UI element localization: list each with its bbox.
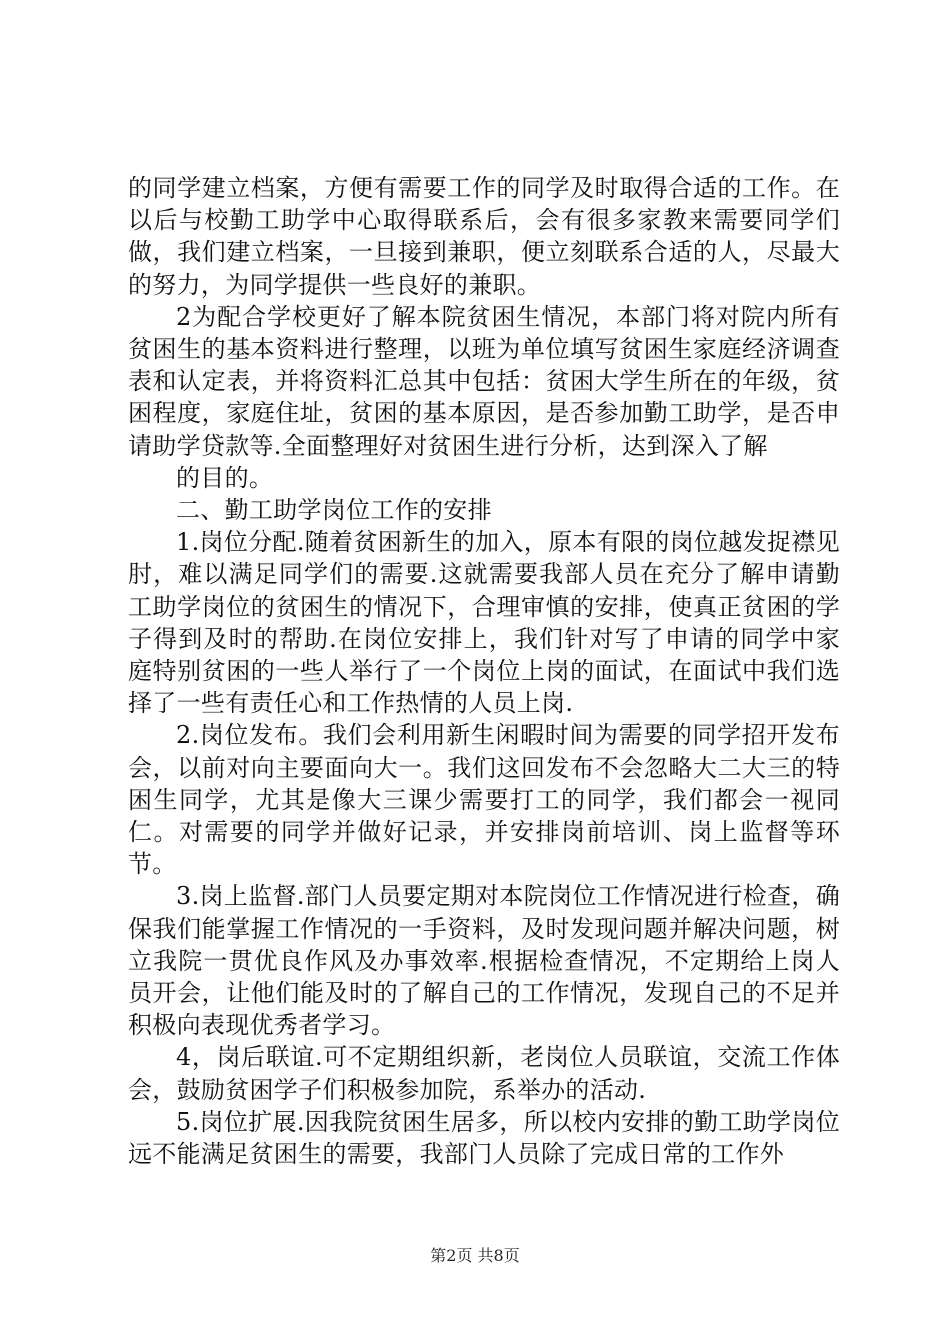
section-heading: 二、勤工助学岗位工作的安排 [176, 496, 492, 525]
paragraph-3: 的目的。 [176, 463, 274, 492]
document-body [128, 172, 840, 1170]
page-number-footer: 第2页 共8页 [430, 1246, 520, 1265]
paragraph-post-supervision: 3.岗上监督.部门人员要定期对本院岗位工作情况进行检查，确保我们能掌握工作情况的一手资料，及时发现问题并解决问题，树立我院一贯优良作风及办事效率.根据检查情况，不定期给上岗人员开会，让他们能及时的了解自己的工作情况，发现自己的不足并积极向表现优秀者学习。 [128, 882, 840, 1040]
paragraph-post-release: 2.岗位发布。我们会利用新生闲暇时间为需要的同学招开发布会，以前对向主要面向大一。我们这回发布不会忽略大二大三的特困生同学，尤其是像大三课少需要打工的同学，我们都会一视同仁。对需要的同学并做好记录，并安排岗前培训、岗上监督等环节。 [128, 721, 840, 879]
paragraph-2: 2为配合学校更好了解本院贫困生情况，本部门将对院内所有贫困生的基本资料进行整理，以班为单位填写贫困生家庭经济调查表和认定表，并将资料汇总其中包括：贫困大学生所在的年级，贫困程度，家庭住址，贫困的基本原因，是否参加勤工助学，是否申请助学贷款等.全面整理好对贫困生进行分析，达到深入了解 [128, 302, 840, 460]
paragraph-post-fellowship: 4，岗后联谊.可不定期组织新，老岗位人员联谊，交流工作体会，鼓励贫困学子们积极参加院，系举办的活动. [128, 1043, 840, 1104]
paragraph-1: 的同学建立档案，方便有需要工作的同学及时取得合适的工作。在以后与校勤工助学中心取得联系后，会有很多家教来需要同学们做，我们建立档案，一旦接到兼职，便立刻联系合适的人，尽最大的努力，为同学提供一些良好的兼职。 [128, 174, 840, 299]
paragraph-post-allocation: 1.岗位分配.随着贫困新生的加入，原本有限的岗位越发捉襟见肘，难以满足同学们的需要.这就需要我部人员在充分了解申请勤工助学岗位的贫困生的情况下，合理审慎的安排，使真正贫困的学子得到及时的帮助.在岗位安排上，我们针对写了申请的同学中家庭特别贫困的一些人举行了一个岗位上岗的面试，在面试中我们选择了一些有责任心和工作热情的人员上岗. [128, 528, 840, 718]
paragraph-post-expansion: 5.岗位扩展.因我院贫困生居多，所以校内安排的勤工助学岗位远不能满足贫困生的需要，我部门人员除了完成日常的工作外 [128, 1107, 840, 1169]
